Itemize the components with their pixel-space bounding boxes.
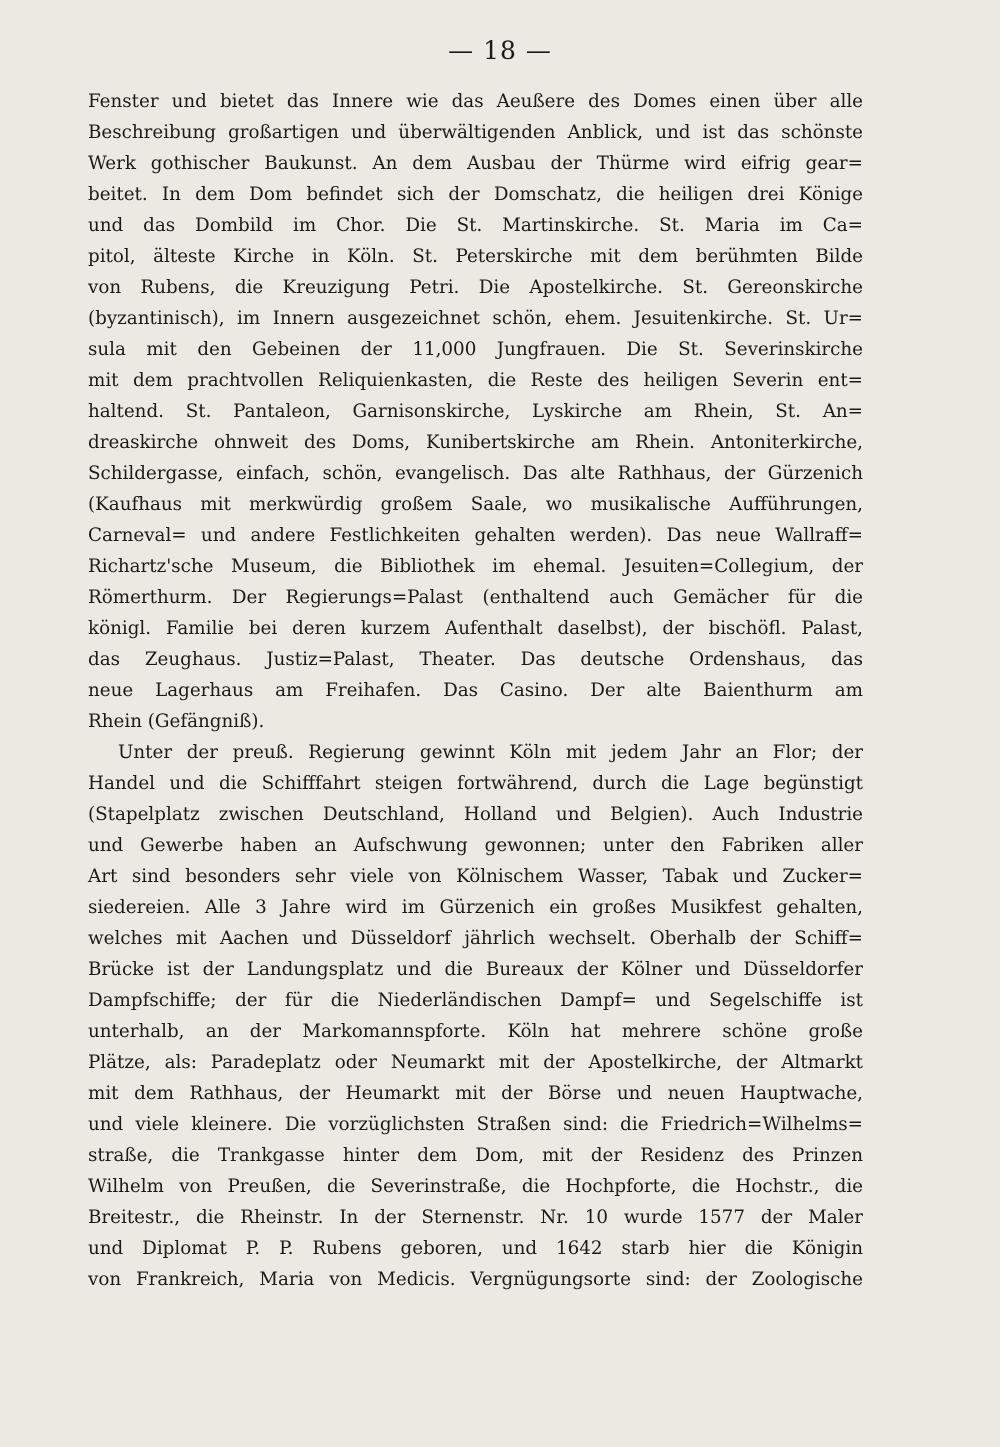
text-line: (byzantinisch), im Innern ausgezeichnet schön, ehem. Jesuitenkirche. St. Ur= — [88, 308, 863, 329]
text-line: Werk gothischer Baukunst. An dem Ausbau der Thürme wird eifrig gear= — [88, 153, 863, 174]
text-line: Plätze, als: Paradeplatz oder Neumarkt mit der Apostelkirche, der Altmarkt — [88, 1052, 863, 1073]
text-line: Brücke ist der Landungsplatz und die Bureaux der Kölner und Düsseldorfer — [88, 959, 863, 980]
text-line: und Gewerbe haben an Aufschwung gewonnen; unter den Fabriken aller — [88, 835, 863, 856]
text-line: königl. Familie bei deren kurzem Aufenthalt daselbst), der bischöfl. Palast, — [88, 618, 863, 639]
text-line: Handel und die Schifffahrt steigen fortwährend, durch die Lage begünstigt — [88, 773, 863, 794]
text-line: mit dem prachtvollen Reliquienkasten, die Reste des heiligen Severin ent= — [88, 370, 863, 391]
text-line: Römerthurm. Der Regierungs=Palast (enthaltend auch Gemächer für die — [88, 587, 863, 608]
text-line: Unter der preuß. Regierung gewinnt Köln mit jedem Jahr an Flor; der — [118, 742, 863, 763]
paragraph-1 — [88, 86, 863, 737]
text-line: von Frankreich, Maria von Medicis. Vergnügungsorte sind: der Zoologische — [88, 1269, 863, 1290]
text-line: und Diplomat P. P. Rubens geboren, und 1642 starb hier die Königin — [88, 1238, 863, 1259]
text-line: Art sind besonders sehr viele von Kölnischem Wasser, Tabak und Zucker= — [88, 866, 863, 887]
text-line: welches mit Aachen und Düsseldorf jährlich wechselt. Oberhalb der Schiff= — [88, 928, 863, 949]
text-line: Fenster und bietet das Innere wie das Aeußere des Domes einen über alle — [88, 91, 863, 112]
text-line: und das Dombild im Chor. Die St. Martinskirche. St. Maria im Ca= — [88, 215, 863, 236]
text-line: beitet. In dem Dom befindet sich der Domschatz, die heiligen drei Könige — [88, 184, 863, 205]
paragraph-2 — [88, 737, 863, 1295]
text-line: Carneval= und andere Festlichkeiten gehalten werden). Das neue Wallraff= — [88, 525, 863, 546]
page-number: — 18 — — [448, 36, 552, 65]
text-line: Schildergasse, einfach, schön, evangelisch. Das alte Rathhaus, der Gürzenich — [88, 463, 863, 484]
text-line: Dampfschiffe; der für die Niederländischen Dampf= und Segelschiffe ist — [88, 990, 863, 1011]
text-line: Rhein (Gefängniß). — [88, 711, 265, 732]
text-line: Breitestr., die Rheinstr. In der Sternenstr. Nr. 10 wurde 1577 der Maler — [88, 1207, 863, 1228]
text-line: pitol, älteste Kirche in Köln. St. Peterskirche mit dem berühmten Bilde — [88, 246, 863, 267]
text-line: haltend. St. Pantaleon, Garnisonskirche, Lyskirche am Rhein, St. An= — [88, 401, 863, 422]
text-line: siedereien. Alle 3 Jahre wird im Gürzenich ein großes Musikfest gehalten, — [88, 897, 863, 918]
text-line: Beschreibung großartigen und überwältigenden Anblick, und ist das schönste — [88, 122, 863, 143]
text-line: mit dem Rathhaus, der Heumarkt mit der Börse und neuen Hauptwache, — [88, 1083, 863, 1104]
text-line: dreaskirche ohnweit des Doms, Kunibertskirche am Rhein. Antoniterkirche, — [88, 432, 863, 453]
text-line: unterhalb, an der Markomannspforte. Köln hat mehrere schöne große — [88, 1021, 863, 1042]
text-line: straße, die Trankgasse hinter dem Dom, mit der Residenz des Prinzen — [88, 1145, 863, 1166]
text-line: Wilhelm von Preußen, die Severinstraße, die Hochpforte, die Hochstr., die — [88, 1176, 863, 1197]
body-text — [88, 86, 863, 1295]
text-line: und viele kleinere. Die vorzüglichsten Straßen sind: die Friedrich=Wilhelms= — [88, 1114, 863, 1135]
text-line: Richartz'sche Museum, die Bibliothek im ehemal. Jesuiten=Collegium, der — [88, 556, 863, 577]
text-line: neue Lagerhaus am Freihafen. Das Casino. Der alte Baienthurm am — [88, 680, 863, 701]
text-line: sula mit den Gebeinen der 11,000 Jungfrauen. Die St. Severinskirche — [88, 339, 863, 360]
text-line: das Zeughaus. Justiz=Palast, Theater. Das deutsche Ordenshaus, das — [88, 649, 863, 670]
text-line: (Kaufhaus mit merkwürdig großem Saale, wo musikalische Aufführungen, — [88, 494, 863, 515]
text-line: von Rubens, die Kreuzigung Petri. Die Apostelkirche. St. Gereonskirche — [88, 277, 863, 298]
text-line: (Stapelplatz zwischen Deutschland, Holland und Belgien). Auch Industrie — [88, 804, 863, 825]
